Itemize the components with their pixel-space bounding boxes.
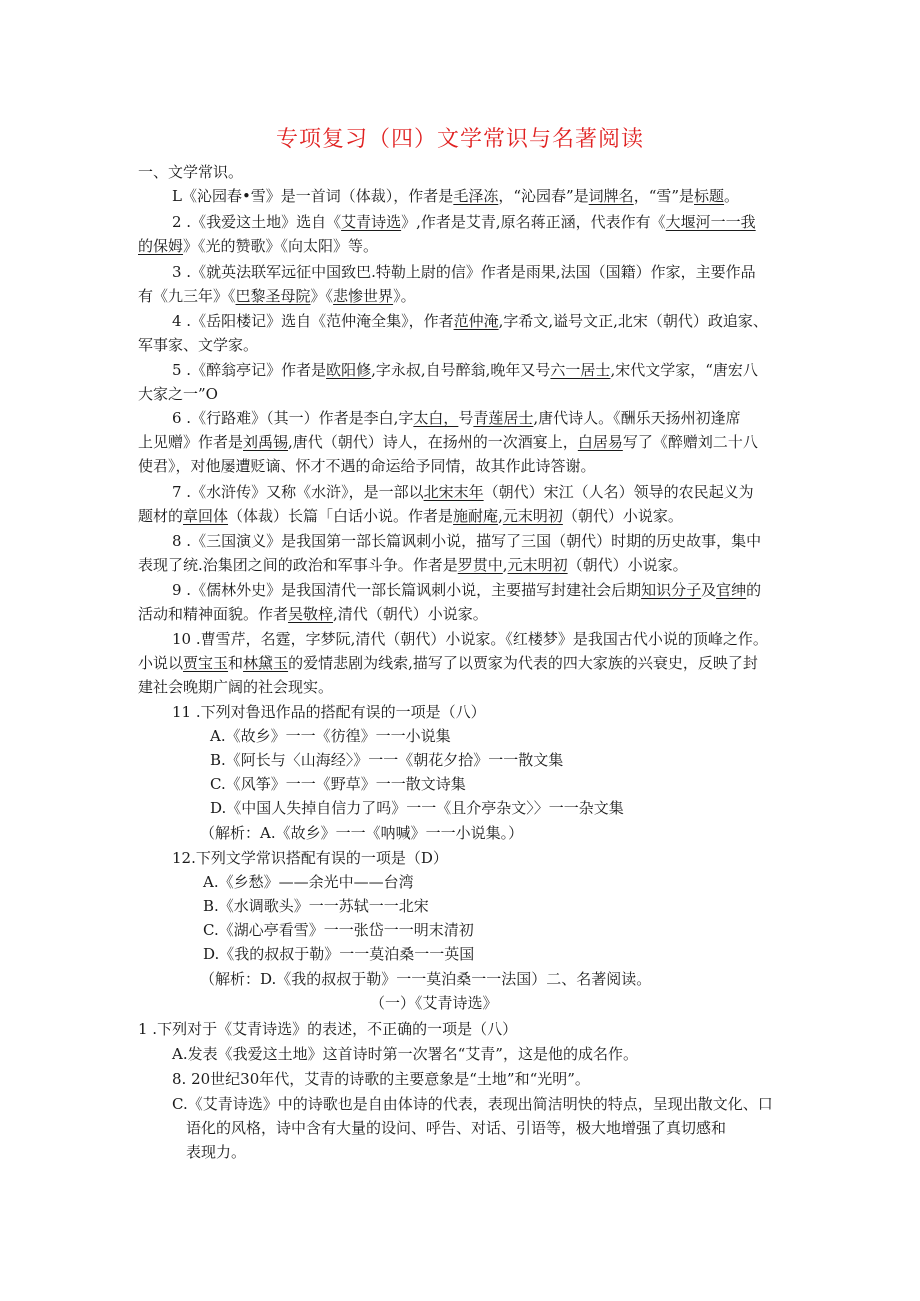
- item-6-text: ,唐代诗人。《酬乐天扬州初逢席: [533, 409, 741, 427]
- item-8-line-1: 8 .《三国演义》是我国第一部长篇讽刺小说，描写了三国（朝代）时期的历史故事，集中: [172, 532, 762, 550]
- item-1: [172, 184, 739, 208]
- question-12-option-a: A.《乡愁》——余光中——台湾: [203, 873, 414, 891]
- item-5-line-1: [172, 358, 758, 382]
- item-4-line-1: [172, 309, 768, 333]
- section-heading-literary-knowledge: 一、文学常识。: [138, 163, 244, 181]
- item-6-text: ,唐代（朝代）诗人，在扬州的一次酒宴上，: [288, 433, 578, 451]
- reading-question-1-option-a: A.发表《我爱这土地》这首诗时第一次署名“艾青”，这是他的成名作。: [172, 1045, 638, 1063]
- item-7-text: ,: [498, 507, 503, 525]
- answer-underline: 官绅: [716, 581, 747, 599]
- answer-underline: 林黛玉: [243, 654, 289, 672]
- answer-underline: 大堰河一一我: [665, 213, 756, 231]
- item-2-text: 》,作者是艾青,原名蒋正涵，代表作有《: [401, 213, 666, 231]
- item-2-line-1: [172, 210, 756, 234]
- answer-underline: 欧阳修: [326, 361, 372, 379]
- item-10-line-1: 10 .曹雪芹，名霆，字梦阮,清代（朝代）小说家。《红楼梦》是我国古代小说的顶峰之作。: [172, 630, 768, 648]
- question-11-option-d: D.《中国人失掉自信力了吗》一一《且介亭杂文〉〉一一杂文集: [210, 799, 624, 817]
- item-1-text: L《沁园春•雪》是一首词（体裁），作者是: [172, 187, 454, 205]
- answer-underline: 元末明初: [507, 556, 568, 574]
- item-10-line-2: [138, 651, 758, 675]
- item-7-text: 7 .《水浒传》又称《水浒》，是一部以: [172, 483, 424, 501]
- item-4-line-2: 军事家、文学家。: [138, 336, 259, 354]
- item-8-text: （朝代）小说家。: [567, 556, 688, 574]
- question-11-stem: 11 .下列对鲁迅作品的搭配有误的一项是（八）: [172, 703, 486, 721]
- item-6-line-2: [138, 430, 758, 454]
- item-10-text: 小说以: [138, 654, 184, 672]
- item-9-text: 活动和精神面貌。作者: [138, 605, 289, 623]
- item-1-text: 。: [724, 187, 740, 205]
- question-12-option-c: C.《湖心亭看雪》一一张岱一一明末清初: [203, 921, 474, 939]
- answer-underline: 知识分子: [641, 581, 702, 599]
- item-10-text: 的爱情悲剧为线索,描写了以贾家为代表的四大家族的兴衰史，反映了封: [288, 654, 758, 672]
- item-1-text: ，“沁园春”是: [498, 187, 589, 205]
- item-6-text: 上见赠》作者是: [138, 433, 244, 451]
- item-7-text: （朝代）宋江（人名）领导的农民起义为: [483, 483, 754, 501]
- item-7-text: （朝代）小说家。: [562, 507, 683, 525]
- answer-underline: 贾宝玉: [183, 654, 229, 672]
- item-8-text: ,: [502, 556, 508, 574]
- question-12-stem: 12.下列文学常识搭配有误的一项是（D）: [172, 849, 448, 867]
- item-9-line-2: [138, 602, 488, 626]
- answer-underline: 悲惨世界: [333, 287, 394, 305]
- item-8-line-2: [138, 553, 688, 577]
- item-6-line-3: 使君》，对他屡遭贬谪、怀才不遇的命运给予同情，故其作此诗答谢。: [138, 457, 596, 475]
- item-6-text: 号: [458, 409, 474, 427]
- reading-question-1-option-c-line-1: C.《艾青诗选》中的诗歌也是自由体诗的代表，表现出简洁明快的特点，呈现出散文化、口: [172, 1095, 773, 1113]
- reading-question-1-stem: 1 .下列对于《艾青诗选》的表述，不正确的一项是（八）: [138, 1020, 518, 1038]
- item-3-line-1: 3 .《就英法联军远征中国致巴.特勒上尉的信》作者是雨果,法国（国籍）作家，主要作品: [172, 263, 756, 281]
- reading-question-1-option-c-line-2: 语化的风格，诗中含有大量的设问、呼告、对话、引语等，极大地增强了真切感和: [186, 1119, 727, 1137]
- answer-underline: 青莲居士: [473, 409, 534, 427]
- item-5-text: ,字永叔,自号醉翁,晚年又号: [371, 361, 551, 379]
- answer-underline: 艾青诗选: [341, 213, 402, 231]
- answer-underline: 范仲淹: [453, 312, 499, 330]
- question-12-option-b: B.《水调歌头》一一苏轼一一北宋: [203, 897, 429, 915]
- item-7-text: （体裁）长篇「白话小说。作者是: [228, 507, 454, 525]
- item-4-text: 4 .《岳阳楼记》选自《范仲淹全集》，作者: [172, 312, 454, 330]
- item-6-line-1: [172, 406, 741, 430]
- answer-underline: 罗贯中: [457, 556, 503, 574]
- item-2-text: 2 .《我爱这土地》选自《: [172, 213, 342, 231]
- answer-underline: 白居易: [577, 433, 623, 451]
- subsection-heading-aiqing: （一）《艾青诗选》: [370, 994, 498, 1012]
- answer-underline: 北宋末年: [423, 483, 484, 501]
- item-5-line-2: 大家之一”O: [138, 385, 218, 403]
- item-8-text: 表现了统.治集团之间的政治和军事斗争。作者是: [138, 556, 458, 574]
- answer-underline: 元末明初: [502, 507, 563, 525]
- item-3-text: 》。: [393, 287, 416, 305]
- question-12-analysis: （解析：D.《我的叔叔于勒》一一莫泊桑一一法国）二、名著阅读。: [200, 970, 652, 988]
- item-7-text: 题材的: [138, 507, 184, 525]
- question-11-option-a: A.《故乡》一一《彷徨》一一小说集: [210, 727, 451, 745]
- question-11-option-c: C.《风筝》一一《野草》一一散文诗集: [210, 775, 466, 793]
- item-5-text: 5 .《醉翁亭记》作者是: [172, 361, 327, 379]
- item-9-text: ,清代（朝代）小说家。: [333, 605, 488, 623]
- answer-underline: 施耐庵: [453, 507, 499, 525]
- answer-underline: 毛泽冻: [453, 187, 499, 205]
- item-2-line-2: [138, 234, 378, 258]
- item-9-text: 9 .《儒林外史》是我国清代一部长篇讽刺小说，主要描写封建社会后期: [172, 581, 642, 599]
- item-2-text: 》《光的赞歌》《向太阳》等。: [183, 237, 379, 255]
- answer-underline: 太白，: [413, 409, 459, 427]
- item-3-text: 有《九三年》《: [138, 287, 236, 305]
- answer-underline: 词牌名: [588, 187, 634, 205]
- answer-underline: 刘禹锡: [243, 433, 289, 451]
- question-11-option-b: B.《阿长与〈山海经〉》一一《朝花夕拾》一一散文集: [210, 751, 564, 769]
- item-9-text: 及: [701, 581, 717, 599]
- question-11-analysis: （解析：A.《故乡》一一《呐喊》一一小说集。）: [200, 824, 524, 842]
- item-10-line-3: 建社会晚期广阔的社会现实。: [138, 678, 334, 696]
- item-9-text: 的: [746, 581, 762, 599]
- answer-underline: 巴黎圣母院: [235, 287, 311, 305]
- answer-underline: 吴敬梓: [288, 605, 334, 623]
- reading-question-1-option-c-line-3: 表现力。: [186, 1143, 247, 1161]
- item-10-text: 和: [228, 654, 244, 672]
- reading-question-1-option-b: 8. 20世纪30年代，艾青的诗歌的主要意象是“土地”和“光明”。: [172, 1070, 590, 1088]
- answer-underline: 的保姆: [138, 237, 184, 255]
- item-9-line-1: [172, 578, 761, 602]
- item-1-text: ，“雪”是: [633, 187, 695, 205]
- answer-underline: 标题: [694, 187, 725, 205]
- item-5-text: ,宋代文学家，“唐宏八: [610, 361, 758, 379]
- item-6-text: 6 .《行路难》（其一）作者是李白,字: [172, 409, 414, 427]
- item-7-line-2: [138, 504, 683, 528]
- item-3-text: 》《: [310, 287, 334, 305]
- page-title: 专项复习（四）文学常识与名著阅读: [275, 127, 644, 152]
- question-12-option-d: D.《我的叔叔于勒》一一莫泊桑一一英国: [203, 945, 475, 963]
- answer-underline: 六一居士: [550, 361, 611, 379]
- item-4-text: ,字希文,谥号文正,北宋（朝代）政追家、: [498, 312, 768, 330]
- answer-underline: 章回体: [183, 507, 229, 525]
- item-6-text: 写了《醉赠刘二十八: [622, 433, 758, 451]
- item-3-line-2: [138, 284, 416, 308]
- item-7-line-1: [172, 480, 754, 504]
